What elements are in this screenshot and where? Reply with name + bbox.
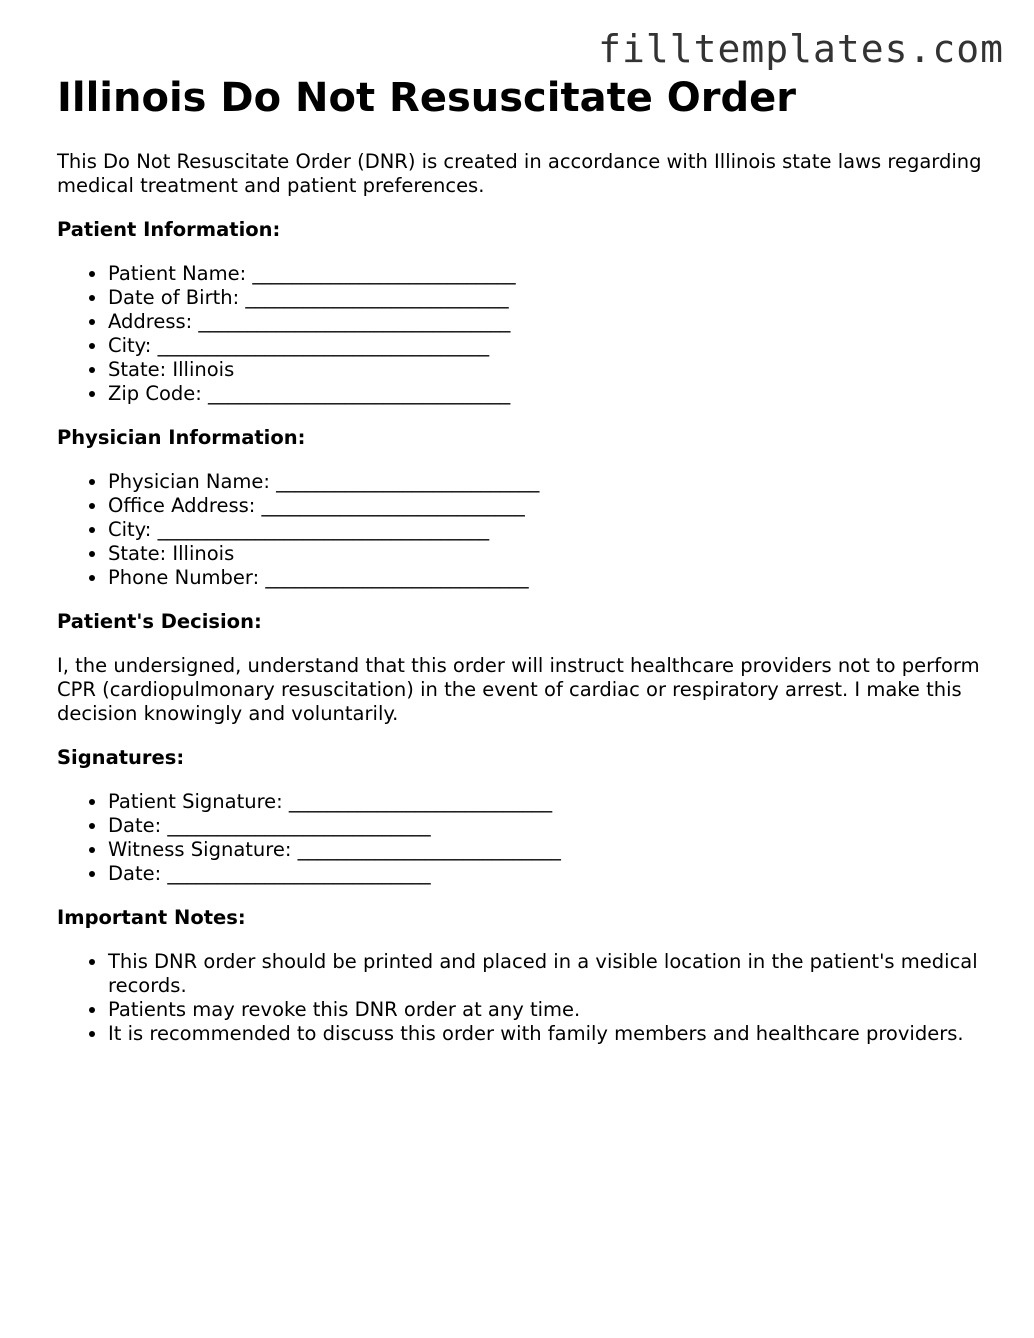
patient-signature-date-field: • Date: ___________________________	[108, 814, 997, 838]
patient-info-heading: Patient Information:	[57, 218, 281, 241]
patient-state-field: • State: Illinois	[108, 358, 997, 382]
physician-info-heading: Physician Information:	[57, 426, 306, 449]
physician-name-field: • Physician Name: ___________________________	[108, 470, 997, 494]
patient-address-field: • Address: ________________________________	[108, 310, 997, 334]
patient-name-field: • Patient Name: ___________________________	[108, 262, 997, 286]
physician-office-address-field: • Office Address: ___________________________	[108, 494, 997, 518]
patient-info-list	[57, 262, 997, 406]
physician-phone-field: • Phone Number: ___________________________	[108, 566, 997, 590]
physician-state-field: • State: Illinois	[108, 542, 997, 566]
note-item: • This DNR order should be printed and placed in a visible location in the patient's medical records.	[108, 950, 997, 998]
intro-paragraph: This Do Not Resuscitate Order (DNR) is created in accordance with Illinois state laws regarding medical treatment and patient preferences.	[57, 150, 982, 197]
signatures-list	[57, 790, 997, 886]
notes-heading: Important Notes:	[57, 906, 246, 929]
watermark: filltemplates.com	[598, 27, 1004, 71]
note-item: • Patients may revoke this DNR order at any time.	[108, 998, 997, 1022]
physician-city-field: • City: __________________________________	[108, 518, 997, 542]
patient-city-field: • City: __________________________________	[108, 334, 997, 358]
decision-paragraph: I, the undersigned, understand that this order will instruct healthcare providers not to perform CPR (cardiopulmonary resuscitation) in the event of cardiac or respiratory arrest. I make this decision knowingly and voluntarily.	[57, 654, 980, 725]
patient-zip-field: • Zip Code: _______________________________	[108, 382, 997, 406]
witness-signature-date-field: • Date: ___________________________	[108, 862, 997, 886]
page-title: Illinois Do Not Resuscitate Order	[57, 75, 796, 121]
document-page	[57, 76, 997, 1046]
note-item: • It is recommended to discuss this order with family members and healthcare providers.	[108, 1022, 997, 1046]
notes-list	[57, 950, 997, 1046]
patient-signature-field: • Patient Signature: ___________________________	[108, 790, 997, 814]
patient-dob-field: • Date of Birth: ___________________________	[108, 286, 997, 310]
physician-info-list	[57, 470, 997, 590]
decision-heading: Patient's Decision:	[57, 610, 262, 633]
signatures-heading: Signatures:	[57, 746, 185, 769]
witness-signature-field: • Witness Signature: ___________________________	[108, 838, 997, 862]
